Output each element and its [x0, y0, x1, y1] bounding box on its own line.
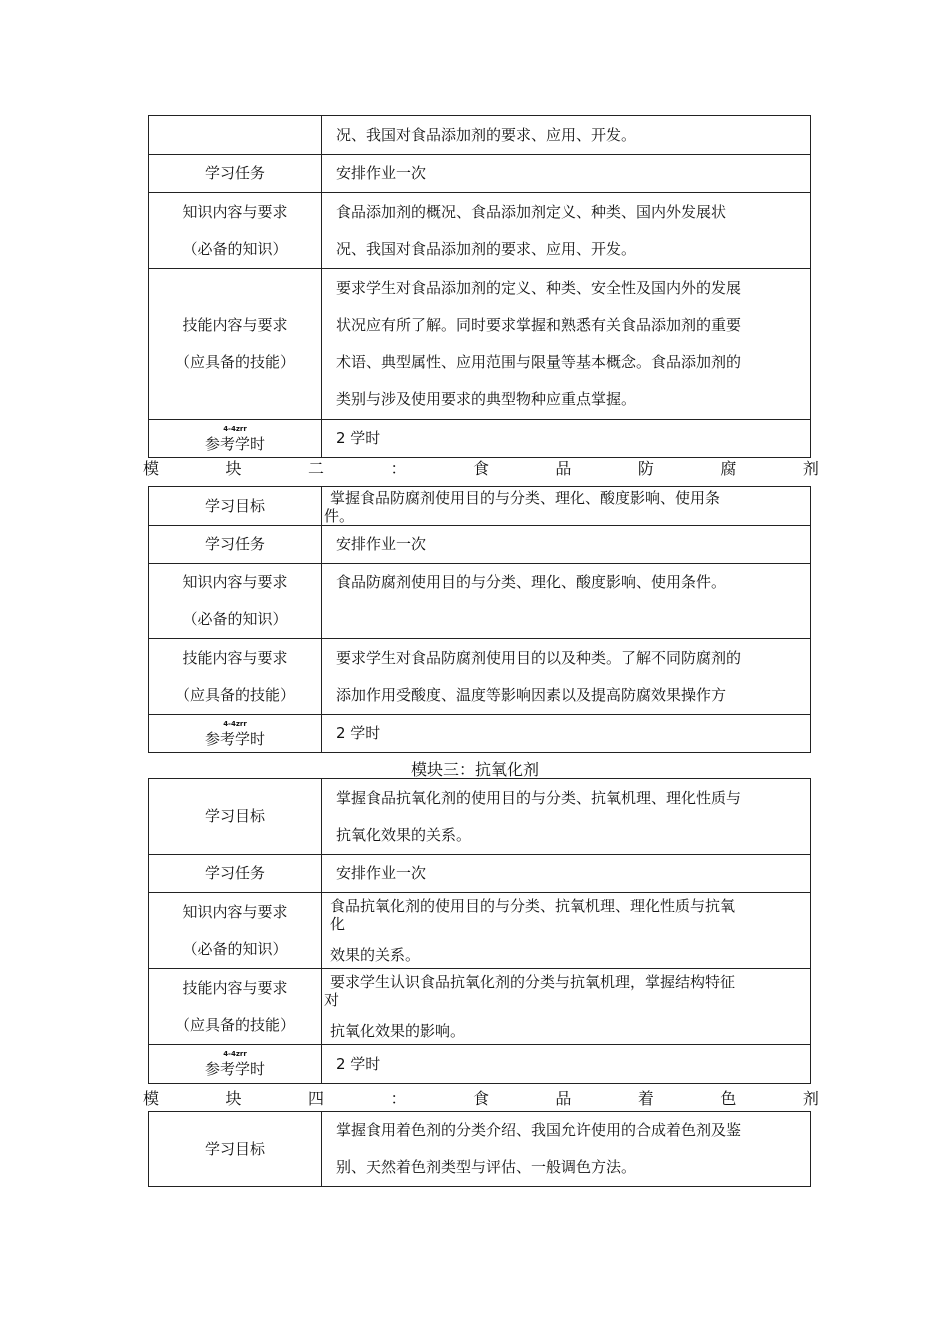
module4-table — [148, 1111, 811, 1187]
module4-heading-char: 块 — [225, 1089, 242, 1108]
module1-skill-line-1: 要求学生对食品添加剂的定义、种类、安全性及国内外的发展 — [336, 279, 742, 297]
module1-knowledge-line-2: 况、我国对食品添加剂的要求、应用、开发。 — [336, 239, 637, 258]
module3-heading: 模块三：抗氧化剂 — [410, 760, 539, 779]
module3-knowledge-line-2: 化 — [330, 915, 346, 933]
module3-knowledge-line-1: 食品抗氧化剂的使用目的与分类、抗氧机理、理化性质与抗氧 — [330, 897, 736, 915]
module3-goal-line-1: 掌握食品抗氧化剂的使用目的与分类、抗氧机理、理化性质与 — [336, 788, 742, 807]
module3-knowledge-line-3: 效果的关系。 — [330, 946, 421, 964]
module2-heading-char: ： — [390, 459, 407, 478]
module2-knowledge — [322, 564, 811, 639]
module1-skill-line-2: 状况应有所了解。同时要求掌握和熟悉有关食品添加剂的重要 — [336, 316, 742, 334]
module1-hours-label — [149, 420, 322, 458]
module1-skill — [322, 269, 811, 420]
module2-heading-char: 二 — [307, 459, 324, 478]
module1-task: 安排作业一次 — [322, 155, 811, 193]
module3-task-label: 学习任务 — [149, 855, 322, 893]
module2-knowledge-label-2: （必备的知识） — [182, 610, 288, 628]
module4-heading-char: 剂 — [802, 1089, 819, 1108]
module4-heading-char: 模 — [143, 1089, 160, 1108]
module1-knowledge-label — [149, 193, 322, 269]
module2-heading-char: 食 — [472, 459, 489, 478]
module4-heading-char: 四 — [307, 1089, 324, 1108]
module2-goal-label: 学习目标 — [149, 487, 322, 526]
module4-heading-char: 着 — [637, 1089, 654, 1108]
module2-task-label: 学习任务 — [149, 526, 322, 564]
module2-skill-label — [149, 639, 322, 715]
module2-heading-char: 剂 — [802, 459, 819, 478]
module2-task: 安排作业一次 — [322, 526, 811, 564]
module3-knowledge-label — [149, 893, 322, 969]
module3-hours-mark: 4-4zrr — [223, 1050, 247, 1058]
module1-knowledge-label-2: （必备的知识） — [182, 239, 288, 258]
module3-skill-label-2: （应具备的技能） — [174, 1015, 295, 1034]
module1-cont-cell: 况、我国对食品添加剂的要求、应用、开发。 — [322, 116, 811, 155]
module2-heading-char: 腐 — [720, 459, 737, 478]
module3-hours-label-text: 参考学时 — [204, 1060, 265, 1078]
module3-skill — [322, 969, 811, 1045]
module2-hours-label — [149, 715, 322, 753]
module1-cont-label-cell — [149, 116, 322, 155]
module4-heading-char: 食 — [472, 1089, 489, 1108]
module4-goal-line-2: 别、天然着色剂类型与评估、一般调色方法。 — [336, 1158, 637, 1176]
module3-table — [148, 778, 811, 1084]
module1-knowledge — [322, 193, 811, 269]
module4-goal-line-1: 掌握食用着色剂的分类介绍、我国允许使用的合成着色剂及鉴 — [336, 1121, 742, 1139]
module2-goal-line-1: 掌握食品防腐剂使用目的与分类、理化、酸度影响、使用条 — [330, 489, 721, 507]
module4-heading-char: 品 — [555, 1089, 572, 1108]
module2-heading — [143, 459, 819, 479]
module4-heading-char: 色 — [720, 1089, 737, 1108]
module3-hours: 2 学时 — [322, 1045, 811, 1084]
module1-table — [148, 115, 811, 458]
module1-hours-label-text: 参考学时 — [204, 434, 265, 453]
module4-goal — [322, 1112, 811, 1187]
module2-knowledge-label — [149, 564, 322, 639]
module2-hours: 2 学时 — [322, 715, 811, 753]
module1-skill-label — [149, 269, 322, 420]
module1-skill-label-1: 技能内容与要求 — [182, 316, 288, 334]
module1-hours-mark: 4-4zrr — [223, 424, 247, 433]
module2-knowledge-line-1: 食品防腐剂使用目的与分类、理化、酸度影响、使用条件。 — [336, 573, 727, 591]
module3-knowledge — [322, 893, 811, 969]
module2-goal — [322, 487, 811, 526]
module1-task-label: 学习任务 — [149, 155, 322, 193]
module4-goal-label: 学习目标 — [149, 1112, 322, 1187]
module1-skill-line-4: 类别与涉及使用要求的典型物种应重点掌握。 — [336, 390, 637, 408]
module4-heading-char: ： — [390, 1089, 407, 1108]
module2-goal-line-2: 件。 — [324, 507, 355, 525]
module3-knowledge-label-1: 知识内容与要求 — [182, 902, 288, 921]
module3-skill-label — [149, 969, 322, 1045]
module2-heading-char: 品 — [555, 459, 572, 478]
module2-hours-mark: 4-4zrr — [223, 719, 247, 728]
module2-skill — [322, 639, 811, 715]
module3-skill-line-3: 抗氧化效果的影响。 — [330, 1022, 466, 1040]
module3-goal-line-2: 抗氧化效果的关系。 — [336, 825, 472, 844]
module2-skill-label-2: （应具备的技能） — [174, 685, 295, 704]
module3-skill-label-1: 技能内容与要求 — [182, 978, 288, 997]
module2-knowledge-label-1: 知识内容与要求 — [182, 573, 288, 591]
module3-skill-line-1: 要求学生认识食品抗氧化剂的分类与抗氧机理，掌握结构特征 — [330, 973, 736, 991]
module4-heading — [143, 1089, 819, 1109]
module2-heading-char: 块 — [225, 459, 242, 478]
module1-skill-label-2: （应具备的技能） — [174, 353, 295, 371]
module3-goal — [322, 779, 811, 855]
module1-knowledge-label-1: 知识内容与要求 — [182, 202, 288, 221]
module3-goal-label: 学习目标 — [149, 779, 322, 855]
module2-hours-label-text: 参考学时 — [204, 729, 265, 748]
module1-knowledge-line-1: 食品添加剂的概况、食品添加剂定义、种类、国内外发展状 — [336, 202, 727, 221]
module1-hours: 2 学时 — [322, 420, 811, 458]
module3-skill-line-2: 对 — [324, 991, 340, 1009]
module2-heading-char: 防 — [637, 459, 654, 478]
module2-heading-char: 模 — [143, 459, 160, 478]
module2-skill-label-1: 技能内容与要求 — [182, 648, 288, 667]
module1-skill-line-3: 术语、典型属性、应用范围与限量等基本概念。食品添加剂的 — [336, 353, 742, 371]
module2-table — [148, 486, 811, 753]
module2-skill-line-1: 要求学生对食品防腐剂使用目的以及种类。了解不同防腐剂的 — [336, 648, 742, 667]
module2-skill-line-2: 添加作用受酸度、温度等影响因素以及提高防腐效果操作方 — [336, 685, 727, 704]
module3-hours-label — [149, 1045, 322, 1084]
module3-task: 安排作业一次 — [322, 855, 811, 893]
module3-knowledge-label-2: （必备的知识） — [182, 939, 288, 958]
